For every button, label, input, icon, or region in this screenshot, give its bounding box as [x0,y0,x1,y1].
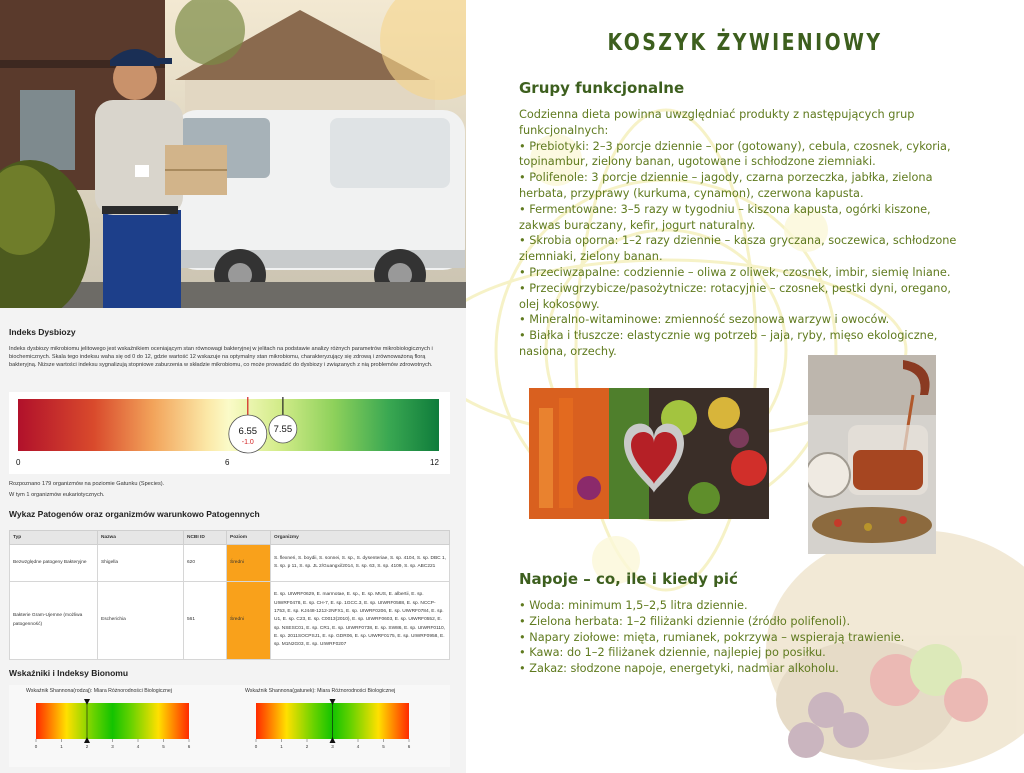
text-line: olej kokosowy. [519,297,600,311]
pathogen-name: Shigella [98,545,184,582]
tea-photo [808,355,936,554]
pathogen-name: Escherichia [98,582,184,660]
dysbiosis-title: Indeks Dysbiozy [9,327,76,337]
marker-a-value: 6.55 [238,426,258,437]
shannon-genus-title: Wskaźnik Shannona(rodzaj): Miara Różnorodności Biologicznej [26,688,172,694]
pathogen-type: Bezwzględne patogeny Bakteryjne [10,545,98,582]
marker-b-value: 7.55 [273,424,293,435]
dysbiosis-markers [9,392,450,474]
vegetables-photo [529,388,769,519]
text-line: • Fermentowane: 3–5 razy w tygodniu – kiszona kapusta, ogórki kiszone, [519,202,931,216]
shannon-species-tick-label: 0 [254,744,258,749]
pathogen-type: Bakterie Gram-Ujemne (możliwa patogenność) [10,582,98,660]
shannon-markers [9,685,450,767]
shannon-species-tick-label: 1 [280,744,283,749]
pathogen-organisms: E. sp. UIWRF0629, E. marmotae, E. sp., E. sp. MUS, E. albertii, E. sp. UIWRF0478, E. sp. CH-7, E. sp. 1GCC.3, E. sp. UIWRF0588, E. sp. NCCP-1753, E. sp. KJ448-1212-2NFX1, E. sp. UIWRF0206, E. sp. UIWRF0784, E. sp. U1, E. sp. C23, E. sp. C0013(2010), E. sp. UIWRF0603, E. sp. UIWRF0552, E. sp. NSESC01, E. sp. CR1, E. sp. UIWRF0738, E. sp. SW86, E. sp. UIWRF0110, E. sp. 2011SOCPSJ1, E. sp. GDR06, E. sp. UIWRF0175, E. sp. UIWRF0958, E. sp. M1N2G03, E. sp. UIWRF0207 [271,582,450,660]
dysbiosis-scale-card [9,392,450,474]
shannon-genus-tick-label: 6 [187,744,191,749]
pathogen-level: Średni [227,545,271,582]
column-header: Poziom [227,531,271,545]
right-page [466,0,1024,773]
text-line: zakwas buraczany, kefir, jogurt naturalny. [519,218,756,232]
pathogens-table [9,530,450,660]
shannon-species-marker-top [330,699,336,705]
column-header: Typ [10,531,98,545]
shannon-genus-tick-label: 2 [85,744,89,749]
text-line: • Zakaz: słodzone napoje, energetyki, nadmiar alkoholu. [519,662,839,676]
text-line: • Polifenole: 3 porcje dziennie – jagody, czarna porzeczka, jabłka, zielona [519,171,933,185]
text-line: • Prebiotyki: 2–3 porcje dziennie – por (gotowany), cebula, czosnek, cykoria, [519,139,951,153]
scale-min-label: 0 [16,458,21,467]
marker-a-delta: -1.0 [241,439,254,446]
shannon-genus-marker-top [84,699,90,705]
shannon-species-tick-label: 5 [382,744,385,749]
shannon-species-title: Wskaźnik Shannona(gatunek): Miara Różnorodności Biologicznej [245,688,396,694]
shannon-species-marker-bottom [330,737,336,743]
shannon-genus-tick-label: 1 [60,744,63,749]
text-line: funkcjonalnych: [519,123,609,137]
shannon-species-tick-label: 3 [331,744,334,749]
groups-heading: Grupy funkcjonalne [519,79,685,97]
drinks-heading: Napoje – co, ile i kiedy pić [519,570,738,588]
shannon-genus-tick-label: 0 [34,744,38,749]
pathogen-organisms: S. flexneri, S. boydii, S. sonnei, S. sp., S. dysenteriae, S. sp. 4104, S. sp. DBC 1, S. sp. p 11, S. sp. JL 2/Guangxi/2014, S. sp. 63, S. sp. 4109, S. sp. ABC221 [271,545,450,582]
shannon-species-tick-label: 4 [356,744,360,749]
text-line: • Zielona herbata: 1–2 filiżanki dziennie (źródło polifenoli). [519,614,851,628]
groups-text [519,107,969,360]
pathogen-ncbi: 620 [184,545,227,582]
shannon-genus-tick-label: 5 [162,744,165,749]
text-line: • Kawa: do 1–2 filiżanek dziennie, najlepiej po posiłku. [519,646,826,660]
delivery-photo [0,0,466,308]
text-line: nasiona, orzechy. [519,344,617,358]
left-page [0,0,466,773]
drinks-text [519,598,969,677]
shannon-species-tick-label: 6 [407,744,411,749]
page-title: KOSZYK ŻYWIENIOWY [607,30,883,56]
shannon-genus-tick-label: 4 [136,744,140,749]
text-line: • Przeciwzapalne: codziennie – oliwa z oliwek, czosnek, imbir, siemię lniane. [519,265,951,279]
dysbiosis-description: Indeks dysbiozy mikrobiomu jelitowego jest wskaźnikiem oceniającym stan równowagi bakteryjnej w jelitach na podstawie analizy różnych parametrów mikrobiologicznych i biochemicznych. Skala tego indeksu waha się od 0 do 12, gdzie wartość 12 wskazuje na optymalny stan mikrobiomu, charakteryzujący się zdrową i zrównoważoną florą bakteryjną. Niższe wartości indeksu sygnalizują stopniowe zaburzenia w składzie mikrobiomu, co może prowadzić do dysbiozy i związanych z nią problemów zdrowotnych. [9,346,433,369]
text-line: • Przeciwgrzybicze/pasożytnicze: rotacyjnie – czosnek, pestki dyni, oregano, [519,281,951,295]
pathogen-level: Średni [227,582,271,660]
column-header: Nazwa [98,531,184,545]
eukaryote-note: W tym 1 organizmów eukariotycznych. [9,492,105,498]
table-row [10,582,450,660]
text-line: • Mineralno-witaminowe: zmienność sezonowa warzyw i owoców. [519,313,890,327]
pathogen-ncbi: 561 [184,582,227,660]
table-header-row [10,531,450,545]
text-line: • Napary ziołowe: mięta, rumianek, pokrzywa – wspierają trawienie. [519,630,905,644]
microbiome-report [0,308,466,773]
pathogens-title: Wykaz Patogenów oraz organizmów warunkowo Patogennych [9,509,260,519]
text-line: Codzienna dieta powinna uwzględniać produkty z następujących grup [519,108,915,121]
shannon-charts [9,685,450,767]
table-row [10,545,450,582]
shannon-genus-tick-label: 3 [111,744,114,749]
text-line: topinambur, zielony banan, ugotowane i schłodzone ziemniaki. [519,155,876,169]
text-line: herbata, przyprawy (kurkuma, cynamon), czerwona kapusta. [519,186,864,200]
column-header: Organizmy [271,531,450,545]
text-line: ziemniaki, zielony banan. [519,250,663,264]
scale-max-label: 12 [430,458,439,467]
text-line: • Białka i tłuszcze: elastycznie wg potrzeb – jaja, ryby, mięso ekologiczne, [519,329,938,343]
shannon-species-tick-label: 2 [305,744,309,749]
species-note: Rozpoznano 179 organizmów na poziomie Gatunku (Species). [9,481,165,487]
shannon-genus-marker-bottom [84,737,90,743]
text-line: • Skrobia oporna: 1–2 razy dziennie – kasza gryczana, soczewica, schłodzone [519,234,957,248]
column-header: NCBI ID [184,531,227,545]
scale-mid-label: 6 [225,458,230,467]
bionome-title: Wskaźniki i Indeksy Bionomu [9,668,129,678]
text-line: • Woda: minimum 1,5–2,5 litra dziennie. [519,599,748,612]
